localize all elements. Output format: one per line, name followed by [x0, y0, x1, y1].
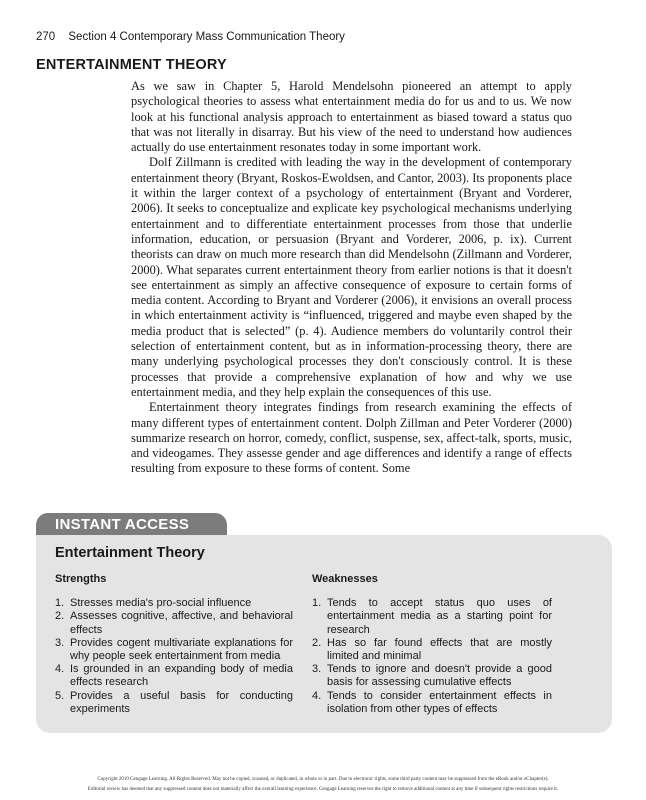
paragraph: As we saw in Chapter 5, Harold Mendelsohn pioneered an attempt to apply psychological theories to assess what entertainment media do for us and to us. We now look at his functional analysis approach to entertainment as biased toward a status quo that was not literally in disarray. But his view of the need to understand how audiences actually do use entertainment resonates today in some important work. [131, 79, 572, 155]
item-number: 5. [55, 689, 65, 702]
item-text: Assesses cognitive, affective, and behavioral effects [70, 610, 293, 636]
strengths-column [55, 573, 293, 716]
item-text: Tends to ignore and doesn't provide a good basis for assessing cumulative effects [327, 663, 552, 689]
copyright-line: Copyright 2010 Cengage Learning. All Rights Reserved. May not be copied, scanned, or duplicated, in whole or in part. Due to electronic rights, some third party content may be suppressed from the eBook and/or eChapter(s). [97, 777, 549, 782]
item-number: 1. [312, 597, 322, 610]
item-text: Provides cogent multivariate explanations for why people seek entertainment from media [70, 636, 293, 663]
list-item [55, 663, 293, 689]
list-item [312, 663, 552, 689]
item-number: 3. [312, 663, 322, 676]
strengths-title: Strengths [55, 573, 107, 585]
instant-access-heading: Entertainment Theory [55, 545, 205, 561]
item-text: Provides a useful basis for conducting experiments [70, 689, 293, 715]
body-text [131, 79, 572, 477]
page-number: 270 [36, 31, 56, 43]
instant-access-tab [36, 513, 227, 537]
item-text: Stresses media's pro-social influence [70, 597, 252, 610]
item-number: 4. [312, 689, 322, 702]
item-number: 2. [312, 636, 322, 649]
list-item [312, 597, 552, 637]
paragraph: Entertainment theory integrates findings from research examining the effects of many different types of entertainment content. Dolph Zillman and Peter Vorderer (2000) summarize research on horror, comedy, conflict, suspense, sex, affect-talk, sports, music, and videogames. They assesse gender and age differences and identify a range of effects resulting from exposure to these forms of content. Some [131, 400, 572, 476]
weaknesses-list [312, 597, 552, 716]
list-item [55, 690, 293, 716]
running-head-title: Section 4 Contemporary Mass Communication Theory [68, 31, 345, 43]
list-item [312, 637, 552, 663]
strengths-list [55, 597, 293, 716]
item-number: 1. [55, 597, 65, 610]
section-title: ENTERTAINMENT THEORY [36, 57, 227, 73]
item-text: Is grounded in an expanding body of media effects research [70, 663, 293, 689]
instant-access-box [36, 535, 612, 733]
item-text: Tends to consider entertainment effects in isolation from other types of effects [327, 689, 552, 715]
item-number: 2. [55, 610, 65, 623]
editorial-notice-line: Editorial review has deemed that any suppressed content does not materially affect the overall learning experience. Cengage Learning reserves the right to remove additional content at any time if subsequent rights restrictions require it. [87, 787, 559, 792]
item-text: Tends to accept status quo uses of entertainment media as a starting point for research [327, 597, 552, 636]
item-number: 4. [55, 663, 65, 676]
instant-access-label: INSTANT ACCESS [55, 516, 190, 533]
item-number: 3. [55, 636, 65, 649]
item-text: Has so far found effects that are mostly limited and minimal [327, 636, 552, 663]
paragraph: Dolf Zillmann is credited with leading the way in the development of contemporary entertainment theory (Bryant, Roskos-Ewoldsen, and Cantor, 2003). Its proponents place it within the larger context of a psychology of entertainment (Bryant and Vorderer, 2006). It seeks to conceptualize and explicate key psychological mechanisms underlying entertainment and to differentiate entertainment processes from those that underlie information, education, or persuasion (Bryant and Vorderer, 2006, p. ix). Current theorists can draw on much more research than did Mendelsohn (Zillmann and Vorderer, 2000). What separates current entertainment theory from earlier notions is that it doesn't see entertainment as simply an affective consequence of exposure to certain forms of media content. According to Bryant and Vorderer (2006), it envisions an overall process in which entertainment activity is “influenced, triggered and maybe even shaped by the media product that is selected” (p. 4). Audience members do voluntarily control their selection of entertainment content, but as in information-processing theory, there are many underlying psychological processes they don't consciously control. It is these processes that provide a comprehensive explanation of how and why we use entertainment media, and they help explain the consequences of this use. [131, 155, 572, 399]
weaknesses-column [312, 573, 552, 716]
list-item [55, 637, 293, 663]
list-item [55, 597, 293, 610]
list-item [312, 690, 552, 716]
running-head [36, 31, 345, 43]
weaknesses-title: Weaknesses [312, 573, 378, 585]
list-item [55, 610, 293, 636]
